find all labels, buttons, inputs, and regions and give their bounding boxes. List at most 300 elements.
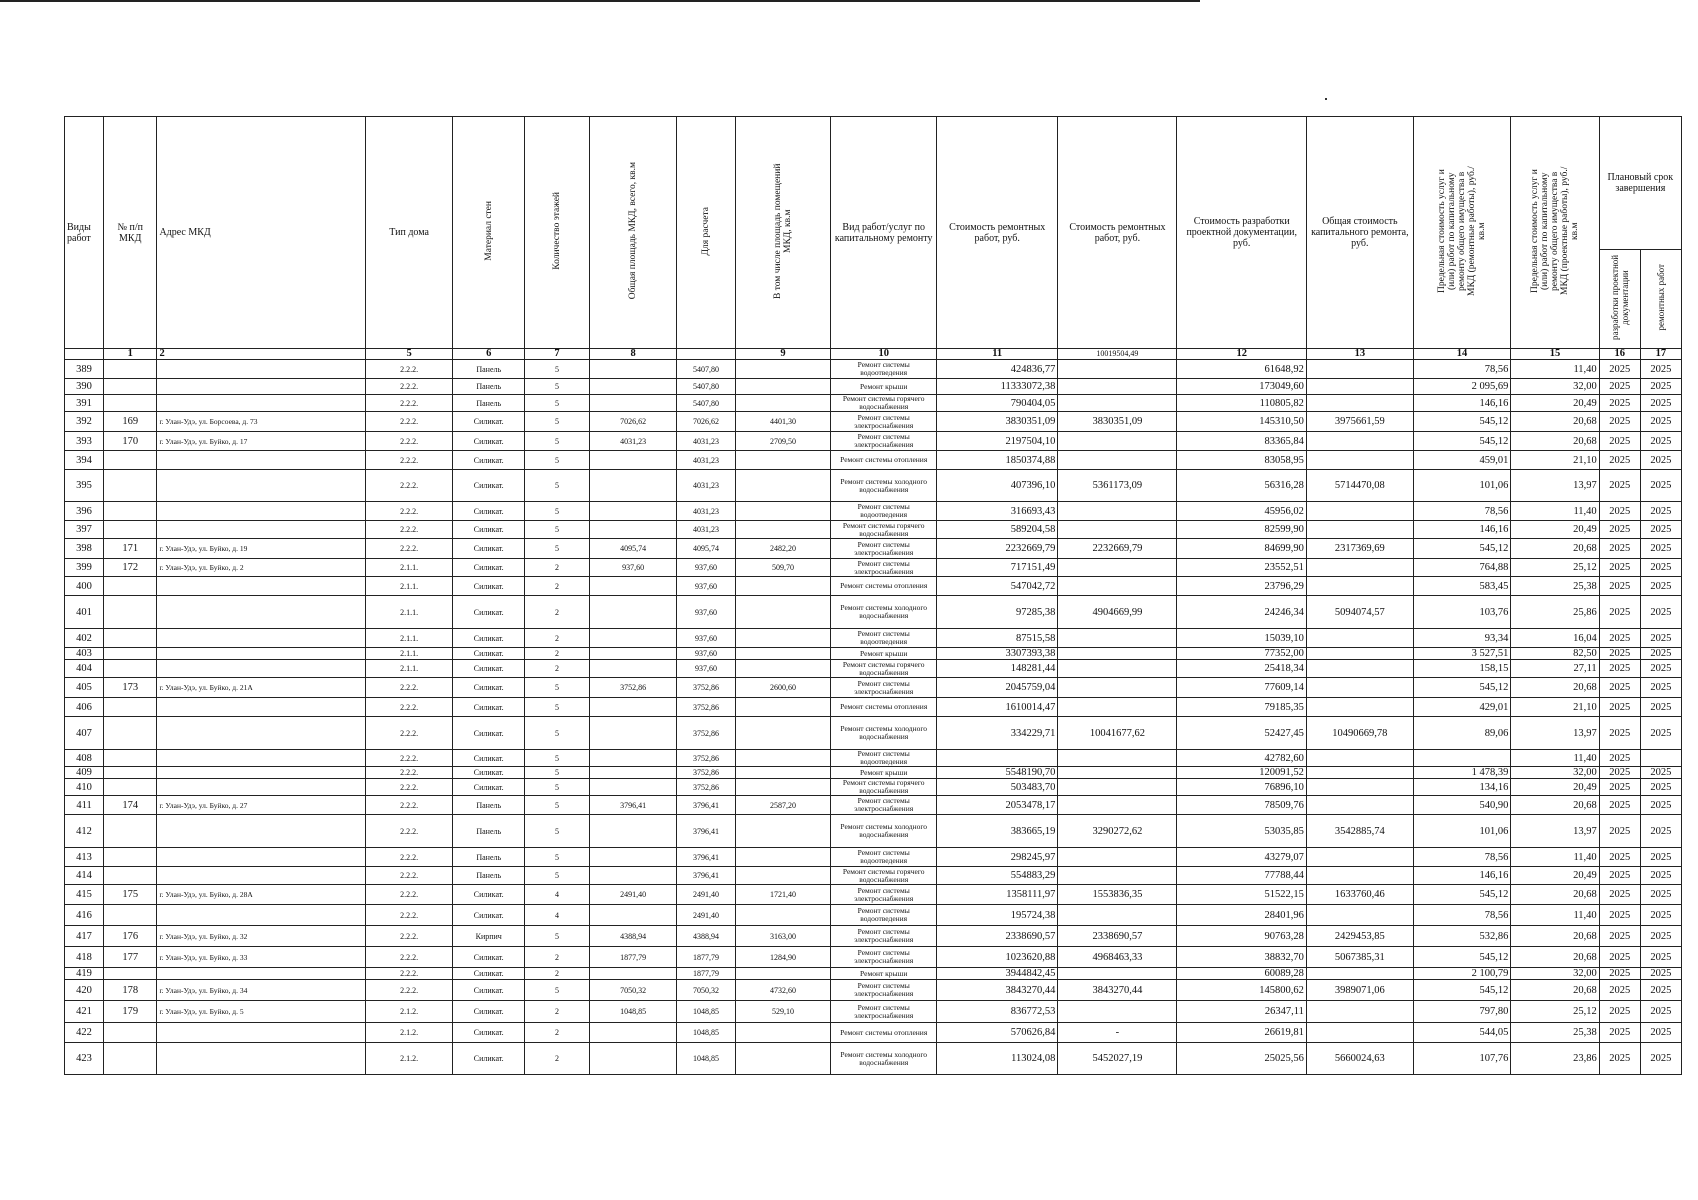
cell-total: 3989071,06 bbox=[1306, 980, 1413, 1001]
cell-docs: 43279,07 bbox=[1177, 848, 1306, 867]
cell-incl: 2482,20 bbox=[735, 539, 831, 559]
cell-l2: 16,04 bbox=[1511, 629, 1599, 648]
cell-total: 3975661,59 bbox=[1306, 412, 1413, 432]
cell-work: Ремонт системы горячего водоснабжения bbox=[831, 867, 937, 885]
cell-l1: 545,12 bbox=[1413, 980, 1511, 1001]
cell-type: 2.1.1. bbox=[365, 596, 452, 629]
cell-incl bbox=[735, 502, 831, 521]
cell-y2: 2025 bbox=[1640, 596, 1681, 629]
table-row bbox=[65, 470, 1682, 502]
cell-y2: 2025 bbox=[1640, 395, 1681, 412]
cell-total bbox=[1306, 660, 1413, 678]
cell-total bbox=[1306, 867, 1413, 885]
cell-area bbox=[589, 1023, 676, 1043]
cell-incl bbox=[735, 629, 831, 648]
cell-cost2 bbox=[1058, 502, 1177, 521]
cell-calc: 4095,74 bbox=[677, 539, 736, 559]
cell-l1: 146,16 bbox=[1413, 521, 1511, 539]
cell-addr: г. Улан-Удэ, ул. Буйко, д. 19 bbox=[157, 539, 366, 559]
cell-total bbox=[1306, 559, 1413, 577]
cell-area bbox=[589, 1043, 676, 1075]
cell-incl bbox=[735, 1043, 831, 1075]
cell-calc: 5407,80 bbox=[677, 360, 736, 379]
cell-mkd bbox=[104, 648, 157, 660]
cell-docs: 83365,84 bbox=[1177, 432, 1306, 451]
cell-work: Ремонт системы отопления bbox=[831, 451, 937, 470]
cell-l1: 544,05 bbox=[1413, 1023, 1511, 1043]
cell-type: 2.2.2. bbox=[365, 980, 452, 1001]
cell-calc: 3752,86 bbox=[677, 717, 736, 750]
cell-n: 392 bbox=[65, 412, 104, 432]
cell-n: 405 bbox=[65, 678, 104, 698]
cell-area bbox=[589, 470, 676, 502]
cell-work: Ремонт системы водоотведения bbox=[831, 848, 937, 867]
cell-fl: 5 bbox=[525, 815, 590, 848]
cell-fl: 2 bbox=[525, 648, 590, 660]
cell-l1: 146,16 bbox=[1413, 867, 1511, 885]
cell-l1: 459,01 bbox=[1413, 451, 1511, 470]
cell-cost2 bbox=[1058, 379, 1177, 395]
cell-total bbox=[1306, 750, 1413, 767]
col-mkd-num: № п/п МКД bbox=[104, 117, 157, 349]
cell-n: 409 bbox=[65, 767, 104, 779]
cell-type: 2.2.2. bbox=[365, 379, 452, 395]
cell-work: Ремонт системы отопления bbox=[831, 698, 937, 717]
cell-y2: 2025 bbox=[1640, 885, 1681, 905]
col-term-works: ремонтных работ bbox=[1640, 250, 1681, 349]
cell-mkd bbox=[104, 596, 157, 629]
cell-area: 1048,85 bbox=[589, 1001, 676, 1023]
cell-fl: 2 bbox=[525, 629, 590, 648]
cell-addr bbox=[157, 905, 366, 926]
cell-docs: 45956,02 bbox=[1177, 502, 1306, 521]
cell-mkd: 175 bbox=[104, 885, 157, 905]
cell-cost: 3307393,38 bbox=[937, 648, 1058, 660]
cell-area: 7026,62 bbox=[589, 412, 676, 432]
cell-area: 937,60 bbox=[589, 559, 676, 577]
cell-y2: 2025 bbox=[1640, 698, 1681, 717]
cell-wall: Силикат. bbox=[453, 432, 525, 451]
table-row bbox=[65, 521, 1682, 539]
scan-dot bbox=[1325, 98, 1327, 100]
cell-cost2: 2232669,79 bbox=[1058, 539, 1177, 559]
table-row bbox=[65, 848, 1682, 867]
cell-cost2 bbox=[1058, 848, 1177, 867]
cell-cost: 1610014,47 bbox=[937, 698, 1058, 717]
table-body bbox=[65, 349, 1682, 1075]
cell-incl bbox=[735, 717, 831, 750]
cell-docs: 52427,45 bbox=[1177, 717, 1306, 750]
cell-total bbox=[1306, 767, 1413, 779]
cell-work: Ремонт системы водоотведения bbox=[831, 502, 937, 521]
cell-wall: Панель bbox=[453, 848, 525, 867]
cell-l2: 32,00 bbox=[1511, 379, 1599, 395]
cell-y1: 2025 bbox=[1599, 502, 1640, 521]
cell-fl: 5 bbox=[525, 521, 590, 539]
cell-cost2 bbox=[1058, 767, 1177, 779]
cell-n: 414 bbox=[65, 867, 104, 885]
cell-n: 395 bbox=[65, 470, 104, 502]
cell-fl: 2 bbox=[525, 660, 590, 678]
cell-wall: Панель bbox=[453, 796, 525, 815]
cell-wall: Силикат. bbox=[453, 1001, 525, 1023]
cell-y2: 2025 bbox=[1640, 432, 1681, 451]
cell-addr: г. Улан-Удэ, ул. Борсоева, д. 73 bbox=[157, 412, 366, 432]
table-row bbox=[65, 1023, 1682, 1043]
cell-docs: 28401,96 bbox=[1177, 905, 1306, 926]
cell-y1: 2025 bbox=[1599, 521, 1640, 539]
cell-l1: 3 527,51 bbox=[1413, 648, 1511, 660]
cell-y2: 2025 bbox=[1640, 1023, 1681, 1043]
cell-incl: 1284,90 bbox=[735, 947, 831, 968]
column-number-row: 1 2 5 6 7 8 9 10 11 10019504,49 12 13 14 15 16 17 bbox=[65, 349, 1682, 360]
cell-work: Ремонт системы холодного водоснабжения bbox=[831, 470, 937, 502]
cell-total bbox=[1306, 848, 1413, 867]
cell-cost2 bbox=[1058, 451, 1177, 470]
cell-calc: 4031,23 bbox=[677, 521, 736, 539]
cell-total bbox=[1306, 629, 1413, 648]
cell-calc: 937,60 bbox=[677, 629, 736, 648]
cell-cost: 589204,58 bbox=[937, 521, 1058, 539]
cell-mkd bbox=[104, 379, 157, 395]
cell-type: 2.2.2. bbox=[365, 539, 452, 559]
cell-area: 3752,86 bbox=[589, 678, 676, 698]
cell-y1: 2025 bbox=[1599, 629, 1640, 648]
cell-docs: 76896,10 bbox=[1177, 779, 1306, 796]
cell-type: 2.2.2. bbox=[365, 470, 452, 502]
cell-l1: 797,80 bbox=[1413, 1001, 1511, 1023]
cell-type: 2.2.2. bbox=[365, 750, 452, 767]
cell-l2: 20,68 bbox=[1511, 412, 1599, 432]
cell-l2: 25,12 bbox=[1511, 1001, 1599, 1023]
cell-area bbox=[589, 660, 676, 678]
cell-y1: 2025 bbox=[1599, 750, 1640, 767]
cell-incl bbox=[735, 521, 831, 539]
cell-work: Ремонт системы электроснабжения bbox=[831, 796, 937, 815]
cell-cost: 148281,44 bbox=[937, 660, 1058, 678]
cell-fl: 2 bbox=[525, 1023, 590, 1043]
cell-incl bbox=[735, 360, 831, 379]
cell-y1: 2025 bbox=[1599, 451, 1640, 470]
cell-wall: Силикат. bbox=[453, 451, 525, 470]
table-row bbox=[65, 660, 1682, 678]
cell-cost: 11333072,38 bbox=[937, 379, 1058, 395]
cell-calc: 3796,41 bbox=[677, 796, 736, 815]
cell-wall: Силикат. bbox=[453, 885, 525, 905]
table-row bbox=[65, 905, 1682, 926]
cell-work: Ремонт системы электроснабжения bbox=[831, 980, 937, 1001]
cell-area bbox=[589, 815, 676, 848]
cell-l2: 13,97 bbox=[1511, 470, 1599, 502]
cell-addr bbox=[157, 395, 366, 412]
table-row bbox=[65, 750, 1682, 767]
table-row bbox=[65, 678, 1682, 698]
cell-mkd: 171 bbox=[104, 539, 157, 559]
cell-docs: 173049,60 bbox=[1177, 379, 1306, 395]
cell-y2: 2025 bbox=[1640, 360, 1681, 379]
cell-n: 421 bbox=[65, 1001, 104, 1023]
cell-n: 393 bbox=[65, 432, 104, 451]
cell-l2: 25,38 bbox=[1511, 1023, 1599, 1043]
cell-addr bbox=[157, 502, 366, 521]
cell-incl bbox=[735, 395, 831, 412]
cell-l2: 32,00 bbox=[1511, 767, 1599, 779]
cell-l1: 532,86 bbox=[1413, 926, 1511, 947]
cell-incl: 509,70 bbox=[735, 559, 831, 577]
cell-n: 416 bbox=[65, 905, 104, 926]
cell-l2: 20,49 bbox=[1511, 395, 1599, 412]
cell-cost: 1358111,97 bbox=[937, 885, 1058, 905]
cell-docs: 24246,34 bbox=[1177, 596, 1306, 629]
cell-docs: 84699,90 bbox=[1177, 539, 1306, 559]
cell-l1: 107,76 bbox=[1413, 1043, 1511, 1075]
col-work-type: Вид работ/услуг по капитальному ремонту bbox=[831, 117, 937, 349]
cell-area bbox=[589, 502, 676, 521]
cell-type: 2.2.2. bbox=[365, 395, 452, 412]
cell-l2: 20,68 bbox=[1511, 432, 1599, 451]
cell-cost2 bbox=[1058, 559, 1177, 577]
table-row bbox=[65, 779, 1682, 796]
cell-cost2 bbox=[1058, 432, 1177, 451]
cell-cost2 bbox=[1058, 395, 1177, 412]
cell-type: 2.1.1. bbox=[365, 660, 452, 678]
cell-y2: 2025 bbox=[1640, 660, 1681, 678]
cell-incl bbox=[735, 660, 831, 678]
cell-addr bbox=[157, 379, 366, 395]
cell-l2: 20,68 bbox=[1511, 539, 1599, 559]
cell-docs: 90763,28 bbox=[1177, 926, 1306, 947]
cell-calc: 1877,79 bbox=[677, 968, 736, 980]
cell-mkd bbox=[104, 451, 157, 470]
cell-cost2 bbox=[1058, 750, 1177, 767]
cell-total bbox=[1306, 395, 1413, 412]
cell-docs: 26347,11 bbox=[1177, 1001, 1306, 1023]
cell-mkd bbox=[104, 905, 157, 926]
cell-area bbox=[589, 521, 676, 539]
col-works-cost: Стоимость ремонтных работ, руб. bbox=[937, 117, 1058, 349]
cell-docs: 23796,29 bbox=[1177, 577, 1306, 596]
cell-fl: 2 bbox=[525, 577, 590, 596]
table-row bbox=[65, 885, 1682, 905]
col-incl-area: В том числе площадь помещений МКД, кв.м bbox=[735, 117, 831, 349]
cell-cost: 503483,70 bbox=[937, 779, 1058, 796]
cell-y2: 2025 bbox=[1640, 577, 1681, 596]
cell-l2: 82,50 bbox=[1511, 648, 1599, 660]
cell-cost: 790404,05 bbox=[937, 395, 1058, 412]
cell-type: 2.2.2. bbox=[365, 779, 452, 796]
table-row bbox=[65, 379, 1682, 395]
cell-incl bbox=[735, 779, 831, 796]
cell-area bbox=[589, 648, 676, 660]
cell-l2: 20,68 bbox=[1511, 980, 1599, 1001]
cell-total bbox=[1306, 678, 1413, 698]
cell-wall: Силикат. bbox=[453, 577, 525, 596]
cell-y1: 2025 bbox=[1599, 796, 1640, 815]
cell-cost2: 1553836,35 bbox=[1058, 885, 1177, 905]
cell-calc: 937,60 bbox=[677, 596, 736, 629]
cell-type: 2.2.2. bbox=[365, 432, 452, 451]
cell-work: Ремонт системы водоотведения bbox=[831, 905, 937, 926]
col-floors: Количество этажей bbox=[525, 117, 590, 349]
cell-mkd bbox=[104, 360, 157, 379]
cell-mkd: 172 bbox=[104, 559, 157, 577]
cell-addr bbox=[157, 750, 366, 767]
cell-calc: 937,60 bbox=[677, 648, 736, 660]
cell-l2: 11,40 bbox=[1511, 848, 1599, 867]
cell-cost2: 3830351,09 bbox=[1058, 412, 1177, 432]
cell-y1: 2025 bbox=[1599, 648, 1640, 660]
cell-total bbox=[1306, 379, 1413, 395]
cell-work: Ремонт системы горячего водоснабжения bbox=[831, 395, 937, 412]
cell-cost2 bbox=[1058, 905, 1177, 926]
cell-fl: 5 bbox=[525, 502, 590, 521]
cell-calc: 7050,32 bbox=[677, 980, 736, 1001]
cell-fl: 5 bbox=[525, 432, 590, 451]
cell-wall: Панель bbox=[453, 815, 525, 848]
cell-cost: 570626,84 bbox=[937, 1023, 1058, 1043]
cell-area bbox=[589, 698, 676, 717]
cell-calc: 4388,94 bbox=[677, 926, 736, 947]
cell-y2: 2025 bbox=[1640, 451, 1681, 470]
cell-work: Ремонт системы холодного водоснабжения bbox=[831, 815, 937, 848]
cell-type: 2.2.2. bbox=[365, 867, 452, 885]
cell-cost2: 2338690,57 bbox=[1058, 926, 1177, 947]
cell-incl bbox=[735, 470, 831, 502]
col-wall-material: Материал стен bbox=[453, 117, 525, 349]
cell-mkd bbox=[104, 779, 157, 796]
cell-area bbox=[589, 905, 676, 926]
cell-y2: 2025 bbox=[1640, 379, 1681, 395]
table-row bbox=[65, 360, 1682, 379]
cell-cost2 bbox=[1058, 779, 1177, 796]
cell-cost2 bbox=[1058, 521, 1177, 539]
cell-calc: 3796,41 bbox=[677, 848, 736, 867]
cell-l2: 25,38 bbox=[1511, 577, 1599, 596]
cell-incl: 3163,00 bbox=[735, 926, 831, 947]
cell-type: 2.2.2. bbox=[365, 360, 452, 379]
cell-y1: 2025 bbox=[1599, 947, 1640, 968]
cell-l2: 11,40 bbox=[1511, 905, 1599, 926]
cell-work: Ремонт крыши bbox=[831, 968, 937, 980]
cell-wall: Кирпич bbox=[453, 926, 525, 947]
cell-work: Ремонт крыши bbox=[831, 379, 937, 395]
cell-work: Ремонт крыши bbox=[831, 767, 937, 779]
cell-mkd: 179 bbox=[104, 1001, 157, 1023]
table-row bbox=[65, 815, 1682, 848]
cell-y1: 2025 bbox=[1599, 1023, 1640, 1043]
cell-incl bbox=[735, 905, 831, 926]
cell-n: 399 bbox=[65, 559, 104, 577]
cell-y2: 2025 bbox=[1640, 678, 1681, 698]
cell-docs: 53035,85 bbox=[1177, 815, 1306, 848]
cell-area bbox=[589, 360, 676, 379]
cell-docs: 110805,82 bbox=[1177, 395, 1306, 412]
cell-cost: 113024,08 bbox=[937, 1043, 1058, 1075]
cell-work: Ремонт системы электроснабжения bbox=[831, 559, 937, 577]
cell-docs: 79185,35 bbox=[1177, 698, 1306, 717]
cell-addr bbox=[157, 629, 366, 648]
cell-y2: 2025 bbox=[1640, 1001, 1681, 1023]
cell-n: 411 bbox=[65, 796, 104, 815]
cell-mkd bbox=[104, 1043, 157, 1075]
cell-work: Ремонт системы электроснабжения bbox=[831, 926, 937, 947]
cell-fl: 5 bbox=[525, 767, 590, 779]
cell-total: 10490669,78 bbox=[1306, 717, 1413, 750]
cell-cost2: - bbox=[1058, 1023, 1177, 1043]
cell-n: 401 bbox=[65, 596, 104, 629]
cell-mkd bbox=[104, 521, 157, 539]
cell-l1: 78,56 bbox=[1413, 360, 1511, 379]
cell-cost: 3843270,44 bbox=[937, 980, 1058, 1001]
cell-y1: 2025 bbox=[1599, 1043, 1640, 1075]
cell-y1: 2025 bbox=[1599, 412, 1640, 432]
cell-y2: 2025 bbox=[1640, 926, 1681, 947]
cell-l2: 20,49 bbox=[1511, 521, 1599, 539]
cell-n: 412 bbox=[65, 815, 104, 848]
cell-docs: 26619,81 bbox=[1177, 1023, 1306, 1043]
cell-wall: Силикат. bbox=[453, 502, 525, 521]
cell-cost2 bbox=[1058, 968, 1177, 980]
cell-addr: г. Улан-Удэ, ул. Буйко, д. 34 bbox=[157, 980, 366, 1001]
cell-cost: 717151,49 bbox=[937, 559, 1058, 577]
cell-wall: Панель bbox=[453, 867, 525, 885]
cell-calc: 937,60 bbox=[677, 660, 736, 678]
cell-wall: Силикат. bbox=[453, 1043, 525, 1075]
cell-l1: 545,12 bbox=[1413, 432, 1511, 451]
cell-total: 5660024,63 bbox=[1306, 1043, 1413, 1075]
cell-addr: г. Улан-Удэ, ул. Буйко, д. 32 bbox=[157, 926, 366, 947]
cell-mkd bbox=[104, 848, 157, 867]
table-row bbox=[65, 596, 1682, 629]
cell-l2: 13,97 bbox=[1511, 815, 1599, 848]
cell-work: Ремонт системы электроснабжения bbox=[831, 678, 937, 698]
cell-addr bbox=[157, 1043, 366, 1075]
cell-work: Ремонт системы горячего водоснабжения bbox=[831, 660, 937, 678]
cell-total bbox=[1306, 796, 1413, 815]
cell-y1: 2025 bbox=[1599, 559, 1640, 577]
table-row bbox=[65, 698, 1682, 717]
cell-cost: 836772,53 bbox=[937, 1001, 1058, 1023]
cell-calc: 3752,86 bbox=[677, 750, 736, 767]
cell-y2: 2025 bbox=[1640, 848, 1681, 867]
cell-work: Ремонт системы электроснабжения bbox=[831, 947, 937, 968]
cell-addr bbox=[157, 1023, 366, 1043]
cell-addr: г. Улан-Удэ, ул. Буйко, д. 27 bbox=[157, 796, 366, 815]
cell-fl: 5 bbox=[525, 848, 590, 867]
col-term-docs: разработки проектной документации bbox=[1599, 250, 1640, 349]
cell-docs: 145800,62 bbox=[1177, 980, 1306, 1001]
cell-fl: 5 bbox=[525, 926, 590, 947]
cell-fl: 2 bbox=[525, 947, 590, 968]
cell-incl: 529,10 bbox=[735, 1001, 831, 1023]
cell-l1: 545,12 bbox=[1413, 885, 1511, 905]
cell-l2: 25,86 bbox=[1511, 596, 1599, 629]
cell-l2: 20,68 bbox=[1511, 947, 1599, 968]
cell-cost: 316693,43 bbox=[937, 502, 1058, 521]
cell-cost: 2045759,04 bbox=[937, 678, 1058, 698]
cell-l1: 540,90 bbox=[1413, 796, 1511, 815]
cell-fl: 5 bbox=[525, 678, 590, 698]
cell-incl bbox=[735, 577, 831, 596]
cell-calc: 7026,62 bbox=[677, 412, 736, 432]
cell-addr bbox=[157, 451, 366, 470]
cell-n: 390 bbox=[65, 379, 104, 395]
cell-calc: 4031,23 bbox=[677, 502, 736, 521]
cell-fl: 5 bbox=[525, 539, 590, 559]
cell-addr bbox=[157, 660, 366, 678]
table-row bbox=[65, 395, 1682, 412]
cell-cost bbox=[937, 750, 1058, 767]
